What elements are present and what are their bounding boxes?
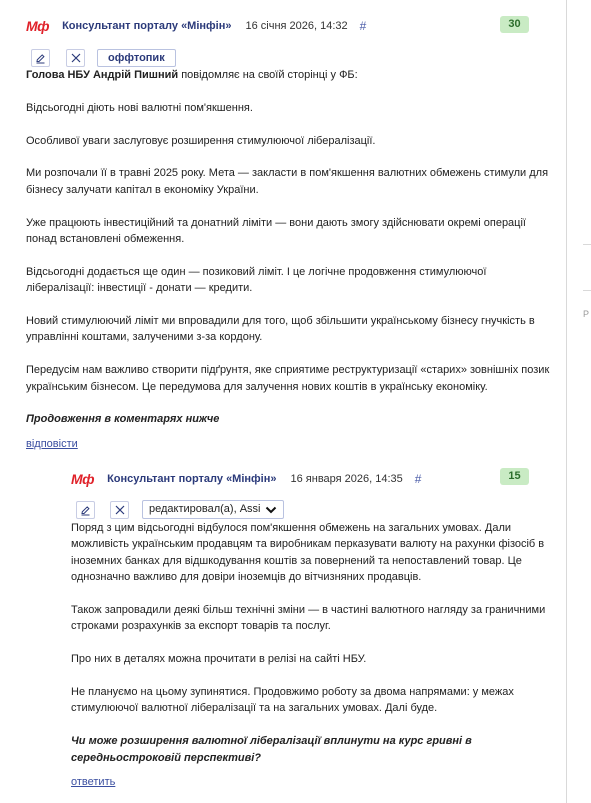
content-divider — [566, 0, 567, 803]
delete-button[interactable] — [66, 49, 85, 67]
permalink[interactable]: # — [359, 19, 367, 33]
edited-by-label: редактировал(а), Assi — [149, 503, 261, 515]
paragraph: Особливої уваги заслуговує розширення стимулюючої лібералізації. — [26, 134, 376, 147]
close-icon — [71, 53, 81, 63]
comment-date: 16 січня 2026, 14:32 — [245, 20, 348, 32]
pencil-icon — [35, 53, 46, 64]
comment-body — [26, 67, 556, 452]
close-icon — [115, 505, 125, 515]
side-divider — [583, 244, 591, 245]
paragraph: Поряд з цим відсьогодні відбулося пом'якшення обмежень на загальних умовах. Дали можливість українським продавцям та виробникам перказувати валюту на рахунки фізосіб в іноземних банках для відшкодування коштів за повернений та непоставлений товар. Це однозначно важливо для довіри іноземців до вітчизняних продавців. — [71, 522, 545, 584]
reply-link[interactable]: ответить — [71, 776, 116, 789]
lead-text: повідомляє на своїй сторінці у ФБ: — [178, 69, 358, 81]
paragraph: Відсьогодні діють нові валютні пом'якшення. — [26, 101, 253, 114]
paragraph: Передусім нам важливо створити підґрунтя, яке сприятиме реструктуризації «старих» зовнішніх позик українським бізнесом. Це передумова для залучення нових коштів в українську економіку. — [26, 364, 550, 393]
paragraph: Уже працюють інвестиційний та донатний ліміти — вони дають змогу здійснювати окремі операції понад встановлені обмеження. — [26, 216, 526, 245]
paragraph: Не плануємо на цьому зупинятися. Продовжимо роботу за двома напрямами: у межах стимулюючої валютної лібералізації та на загальних умовах. Далі буде. — [71, 686, 514, 715]
comment-date: 16 января 2026, 14:35 — [290, 473, 403, 485]
minfin-logo: Мф — [26, 18, 50, 34]
closing-note: Чи може розширення валютної лібералізації вплинути на курс гривні в середньостроковій перспективі? — [71, 735, 472, 764]
edit-button[interactable] — [76, 501, 95, 519]
side-fragment: Р — [583, 309, 590, 319]
edited-by-dropdown[interactable] — [142, 500, 284, 519]
paragraph: Про них в деталях можна прочитати в релізі на сайті НБУ. — [71, 653, 367, 666]
closing-note: Продовження в коментарях нижче — [26, 413, 220, 426]
delete-button[interactable] — [110, 501, 129, 519]
edit-button[interactable] — [31, 49, 50, 67]
minfin-logo: Мф — [71, 471, 95, 487]
author-name[interactable]: Консультант порталу «Мінфін» — [107, 473, 277, 485]
permalink[interactable]: # — [414, 472, 422, 486]
paragraph: Ми розпочали її в травні 2025 року. Мета — закласти в пом'якшення валютних обмежень стимули для бізнесу залучати капітал в економіку України. — [26, 167, 549, 196]
reply-link[interactable]: відповісти — [26, 437, 78, 450]
lead-author: Голова НБУ Андрій Пишний — [26, 69, 179, 81]
pencil-icon — [80, 505, 91, 516]
paragraph: Новий стимулюючий ліміт ми впровадили для того, щоб збільшити українському бізнесу гнучкість в управлінні коштами, залученими з-за кордону. — [26, 315, 535, 344]
comment-body — [71, 520, 547, 790]
comment-header — [26, 17, 366, 35]
paragraph: Відсьогодні додається ще один — позиковий ліміт. І це логічне продовження стимулюючої лібералізації: інвестиції - донати — кредити. — [26, 265, 487, 295]
author-name[interactable]: Консультант порталу «Мінфін» — [62, 20, 232, 32]
side-divider — [583, 290, 591, 291]
rating-badge[interactable]: 15 — [500, 468, 529, 485]
chevron-down-icon — [265, 506, 277, 514]
rating-badge[interactable]: 30 — [500, 16, 529, 33]
paragraph: Також запровадили деякі більш технічні зміни — в частині валютного нагляду за граничними строками розрахунків за експорт товарів та послуг. — [71, 604, 546, 633]
comment-header — [71, 470, 421, 488]
offtopic-tag[interactable]: оффтопик — [97, 49, 176, 67]
